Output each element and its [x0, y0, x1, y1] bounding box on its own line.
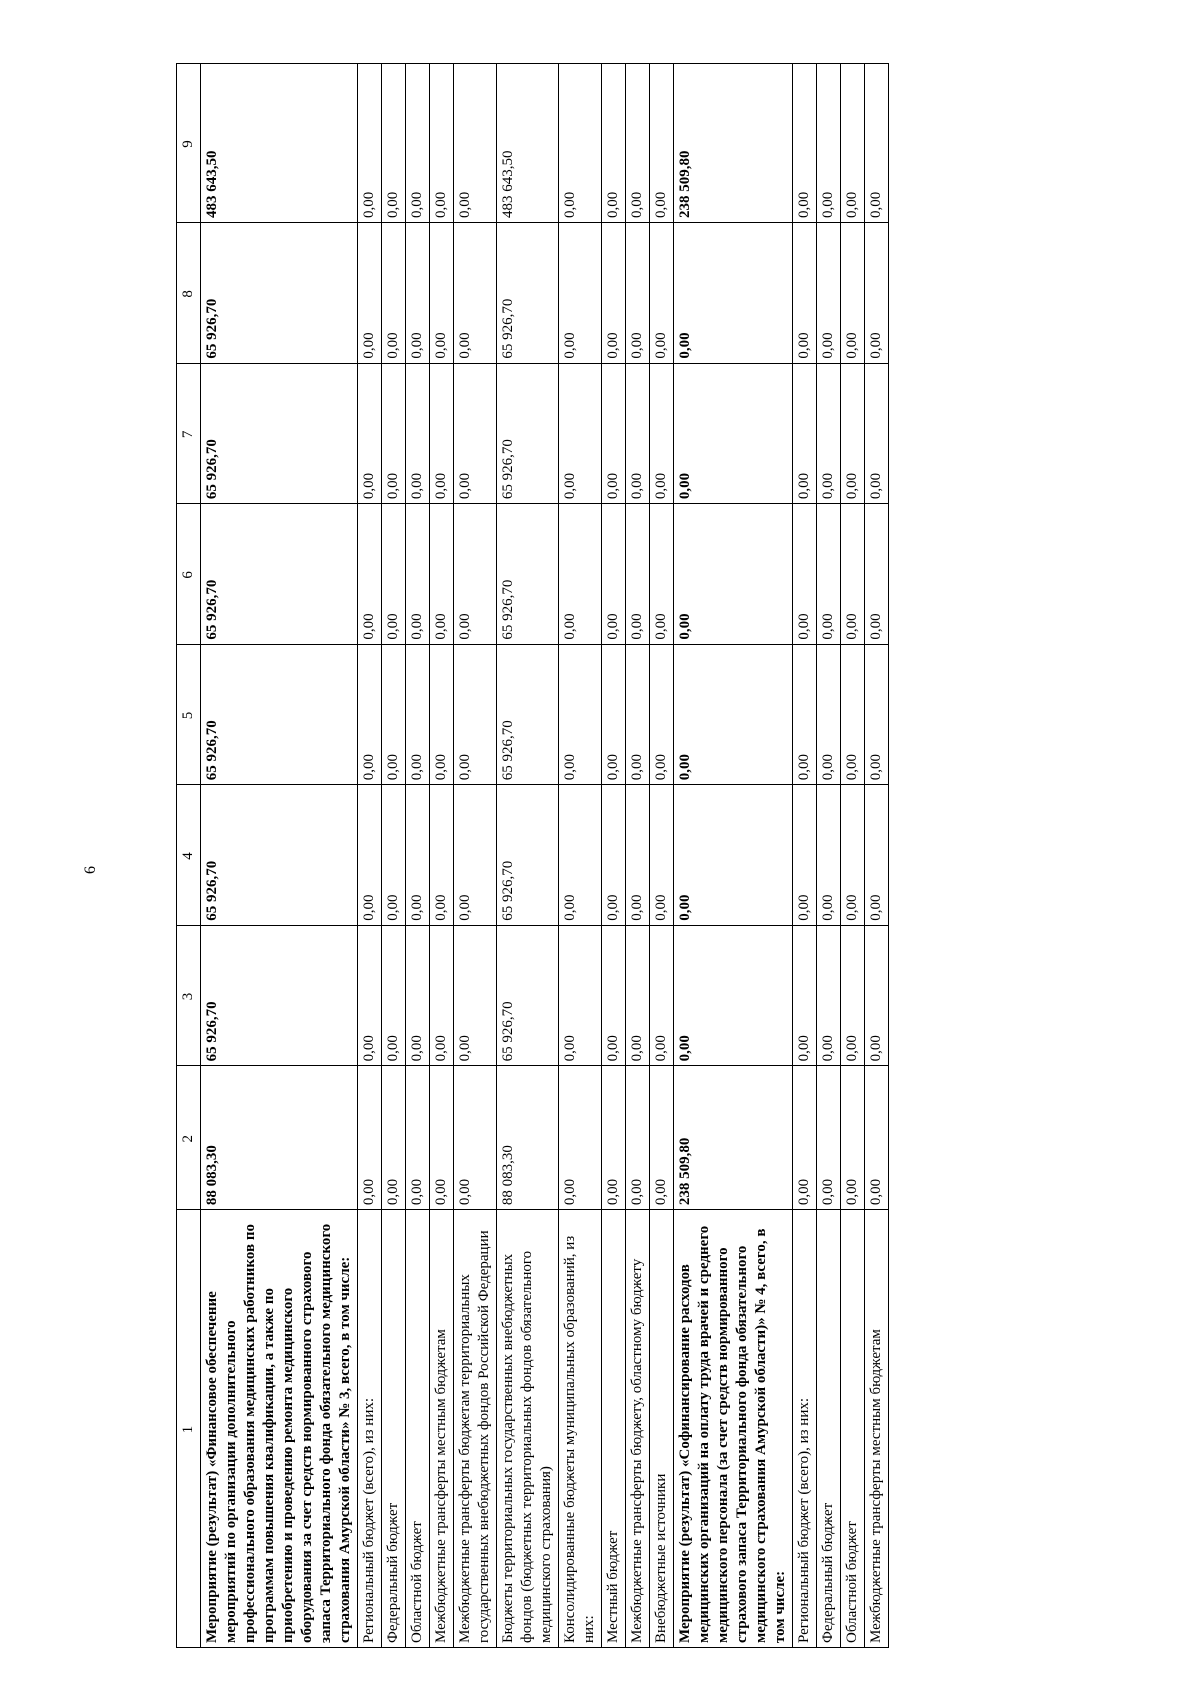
amount-cell: 0,00: [454, 1066, 497, 1210]
column-number-header: 7: [177, 363, 201, 504]
amount-cell: 0,00: [559, 925, 602, 1066]
amount-cell: 0,00: [865, 644, 889, 785]
amount-cell: 0,00: [793, 785, 817, 926]
amount-cell: 0,00: [406, 644, 430, 785]
table-row: [559, 64, 602, 1648]
amount-cell: 0,00: [841, 785, 865, 926]
row-label: Местный бюджет: [602, 1210, 626, 1648]
column-number-header: 4: [177, 785, 201, 926]
amount-cell: 0,00: [382, 223, 406, 364]
amount-cell: 0,00: [454, 925, 497, 1066]
amount-cell: 483 643,50: [497, 64, 559, 223]
amount-cell: 0,00: [406, 925, 430, 1066]
amount-cell: 0,00: [841, 1066, 865, 1210]
amount-cell: 0,00: [430, 64, 454, 223]
amount-cell: 0,00: [626, 1066, 650, 1210]
amount-cell: 0,00: [454, 504, 497, 645]
amount-cell: 0,00: [406, 363, 430, 504]
row-label: Внебюджетные источники: [650, 1210, 674, 1648]
amount-cell: 0,00: [650, 1066, 674, 1210]
amount-cell: 0,00: [865, 1066, 889, 1210]
amount-cell: 0,00: [626, 925, 650, 1066]
row-label: Межбюджетные трансферты бюджету, областному бюджету: [626, 1210, 650, 1648]
column-number-header: 8: [177, 223, 201, 364]
amount-cell: 0,00: [358, 1066, 382, 1210]
amount-cell: 0,00: [454, 64, 497, 223]
amount-cell: 0,00: [602, 64, 626, 223]
row-label: Федеральный бюджет: [382, 1210, 406, 1648]
amount-cell: 65 926,70: [201, 504, 358, 645]
amount-cell: 0,00: [650, 504, 674, 645]
amount-cell: 0,00: [817, 785, 841, 926]
amount-cell: 0,00: [406, 504, 430, 645]
amount-cell: 65 926,70: [201, 363, 358, 504]
amount-cell: 0,00: [454, 644, 497, 785]
amount-cell: 0,00: [841, 925, 865, 1066]
amount-cell: 88 083,30: [201, 1066, 358, 1210]
row-label: Бюджеты территориальных государственных внебюджетных фондов (бюджетных территориальных фондов обязательного медицинского страхования): [497, 1210, 559, 1648]
row-label: Мероприятие (результат) «Финансовое обеспечение мероприятий по организации дополнительного профессионального образования медицинских работников по программам повышения квалификации, а также по приобретению и проведению ремонта медицинского оборудования за счет средств нормированного страхового запаса Территориального фонда обязательного медицинского страхования Амурской области» № 3, всего, в том числе:: [201, 1210, 358, 1648]
amount-cell: 0,00: [454, 363, 497, 504]
table-row: [793, 64, 817, 1648]
amount-cell: 0,00: [430, 1066, 454, 1210]
amount-cell: 0,00: [430, 644, 454, 785]
amount-cell: 0,00: [382, 785, 406, 926]
amount-cell: 65 926,70: [497, 644, 559, 785]
amount-cell: 0,00: [602, 1066, 626, 1210]
column-number-header: 5: [177, 644, 201, 785]
amount-cell: 0,00: [674, 504, 793, 645]
amount-cell: 0,00: [602, 644, 626, 785]
amount-cell: 0,00: [358, 223, 382, 364]
row-label: Мероприятие (результат) «Софинансирование расходов медицинских организаций на оплату труда врачей и среднего медицинского персонала (за счет средств нормированного страхового запаса Территориального фонда обязательного медицинского страхования Амурской области)» № 4, всего, в том числе:: [674, 1210, 793, 1648]
amount-cell: 88 083,30: [497, 1066, 559, 1210]
amount-cell: 0,00: [559, 785, 602, 926]
table-body: [177, 64, 889, 1648]
budget-table: [176, 63, 889, 1648]
table-row: [382, 64, 406, 1648]
amount-cell: 0,00: [865, 64, 889, 223]
amount-cell: 0,00: [793, 644, 817, 785]
amount-cell: 0,00: [865, 504, 889, 645]
amount-cell: 0,00: [406, 64, 430, 223]
table-row: [454, 64, 497, 1648]
amount-cell: 0,00: [650, 363, 674, 504]
row-label: Региональный бюджет (всего), из них:: [793, 1210, 817, 1648]
amount-cell: 0,00: [382, 925, 406, 1066]
table-row: [497, 64, 559, 1648]
amount-cell: 65 926,70: [497, 223, 559, 364]
table-row: [626, 64, 650, 1648]
amount-cell: 0,00: [358, 64, 382, 223]
amount-cell: 0,00: [358, 504, 382, 645]
amount-cell: 0,00: [865, 223, 889, 364]
amount-cell: 0,00: [626, 785, 650, 926]
amount-cell: 0,00: [650, 223, 674, 364]
amount-cell: 0,00: [793, 504, 817, 645]
row-label: Консолидированные бюджеты муниципальных образований, из них:: [559, 1210, 602, 1648]
column-number-header: 3: [177, 925, 201, 1066]
amount-cell: 0,00: [865, 363, 889, 504]
amount-cell: 238 509,80: [674, 64, 793, 223]
amount-cell: 0,00: [602, 925, 626, 1066]
amount-cell: 0,00: [454, 785, 497, 926]
amount-cell: 0,00: [817, 1066, 841, 1210]
amount-cell: 65 926,70: [201, 925, 358, 1066]
amount-cell: 0,00: [430, 363, 454, 504]
amount-cell: 0,00: [382, 64, 406, 223]
amount-cell: 0,00: [841, 64, 865, 223]
amount-cell: 0,00: [602, 223, 626, 364]
table-row: [650, 64, 674, 1648]
row-label: Региональный бюджет (всего), из них:: [358, 1210, 382, 1648]
amount-cell: 0,00: [559, 223, 602, 364]
amount-cell: 65 926,70: [497, 785, 559, 926]
table-row: [430, 64, 454, 1648]
row-label: Межбюджетные трансферты местным бюджетам: [430, 1210, 454, 1648]
table-row: [406, 64, 430, 1648]
amount-cell: 0,00: [626, 223, 650, 364]
amount-cell: 0,00: [406, 223, 430, 364]
amount-cell: 0,00: [559, 363, 602, 504]
amount-cell: 0,00: [674, 644, 793, 785]
amount-cell: 0,00: [841, 223, 865, 364]
column-number-header: 6: [177, 504, 201, 645]
amount-cell: 65 926,70: [497, 363, 559, 504]
amount-cell: 0,00: [817, 363, 841, 504]
amount-cell: 0,00: [650, 785, 674, 926]
table-row: [201, 64, 358, 1648]
amount-cell: 0,00: [559, 644, 602, 785]
amount-cell: 0,00: [793, 363, 817, 504]
amount-cell: 0,00: [626, 644, 650, 785]
amount-cell: 0,00: [865, 925, 889, 1066]
amount-cell: 0,00: [626, 64, 650, 223]
amount-cell: 0,00: [358, 785, 382, 926]
amount-cell: 0,00: [430, 504, 454, 645]
table-row: [358, 64, 382, 1648]
amount-cell: 0,00: [817, 64, 841, 223]
amount-cell: 0,00: [382, 363, 406, 504]
amount-cell: 0,00: [674, 363, 793, 504]
amount-cell: 0,00: [793, 925, 817, 1066]
amount-cell: 0,00: [793, 64, 817, 223]
amount-cell: 0,00: [454, 223, 497, 364]
amount-cell: 65 926,70: [201, 644, 358, 785]
amount-cell: 0,00: [559, 64, 602, 223]
amount-cell: 0,00: [650, 64, 674, 223]
amount-cell: 0,00: [674, 785, 793, 926]
column-number-header: 2: [177, 1066, 201, 1210]
page-number: 6: [82, 866, 99, 874]
amount-cell: 0,00: [382, 504, 406, 645]
row-label: Федеральный бюджет: [817, 1210, 841, 1648]
amount-cell: 0,00: [358, 363, 382, 504]
amount-cell: 0,00: [817, 223, 841, 364]
amount-cell: 0,00: [602, 363, 626, 504]
row-label: Межбюджетные трансферты бюджетам территориальных государственных внебюджетных фондов Российской Федерации: [454, 1210, 497, 1648]
table-header-row: [177, 64, 201, 1648]
amount-cell: 0,00: [406, 785, 430, 926]
amount-cell: 65 926,70: [201, 223, 358, 364]
table-row: [674, 64, 793, 1648]
amount-cell: 0,00: [382, 1066, 406, 1210]
rotated-table-container: [176, 63, 1134, 1648]
amount-cell: 0,00: [841, 504, 865, 645]
amount-cell: 0,00: [793, 223, 817, 364]
amount-cell: 238 509,80: [674, 1066, 793, 1210]
amount-cell: 0,00: [430, 223, 454, 364]
amount-cell: 0,00: [430, 925, 454, 1066]
amount-cell: 0,00: [626, 504, 650, 645]
amount-cell: 0,00: [865, 785, 889, 926]
amount-cell: 65 926,70: [497, 925, 559, 1066]
row-label: Областной бюджет: [406, 1210, 430, 1648]
amount-cell: 65 926,70: [497, 504, 559, 645]
table-row: [865, 64, 889, 1648]
amount-cell: 0,00: [626, 363, 650, 504]
amount-cell: 0,00: [559, 1066, 602, 1210]
amount-cell: 0,00: [602, 785, 626, 926]
table-row: [602, 64, 626, 1648]
amount-cell: 0,00: [841, 644, 865, 785]
amount-cell: 0,00: [358, 644, 382, 785]
table-row: [841, 64, 865, 1648]
column-number-header: 9: [177, 64, 201, 223]
amount-cell: 0,00: [559, 504, 602, 645]
amount-cell: 0,00: [602, 504, 626, 645]
amount-cell: 0,00: [430, 785, 454, 926]
amount-cell: 483 643,50: [201, 64, 358, 223]
amount-cell: 0,00: [817, 644, 841, 785]
amount-cell: 0,00: [674, 925, 793, 1066]
amount-cell: 0,00: [382, 644, 406, 785]
amount-cell: 0,00: [406, 1066, 430, 1210]
table-row: [817, 64, 841, 1648]
row-label: Межбюджетные трансферты местным бюджетам: [865, 1210, 889, 1648]
amount-cell: 0,00: [817, 504, 841, 645]
amount-cell: 65 926,70: [201, 785, 358, 926]
amount-cell: 0,00: [358, 925, 382, 1066]
amount-cell: 0,00: [793, 1066, 817, 1210]
amount-cell: 0,00: [841, 363, 865, 504]
amount-cell: 0,00: [817, 925, 841, 1066]
amount-cell: 0,00: [674, 223, 793, 364]
amount-cell: 0,00: [650, 644, 674, 785]
column-number-header: 1: [177, 1210, 201, 1648]
amount-cell: 0,00: [650, 925, 674, 1066]
row-label: Областной бюджет: [841, 1210, 865, 1648]
